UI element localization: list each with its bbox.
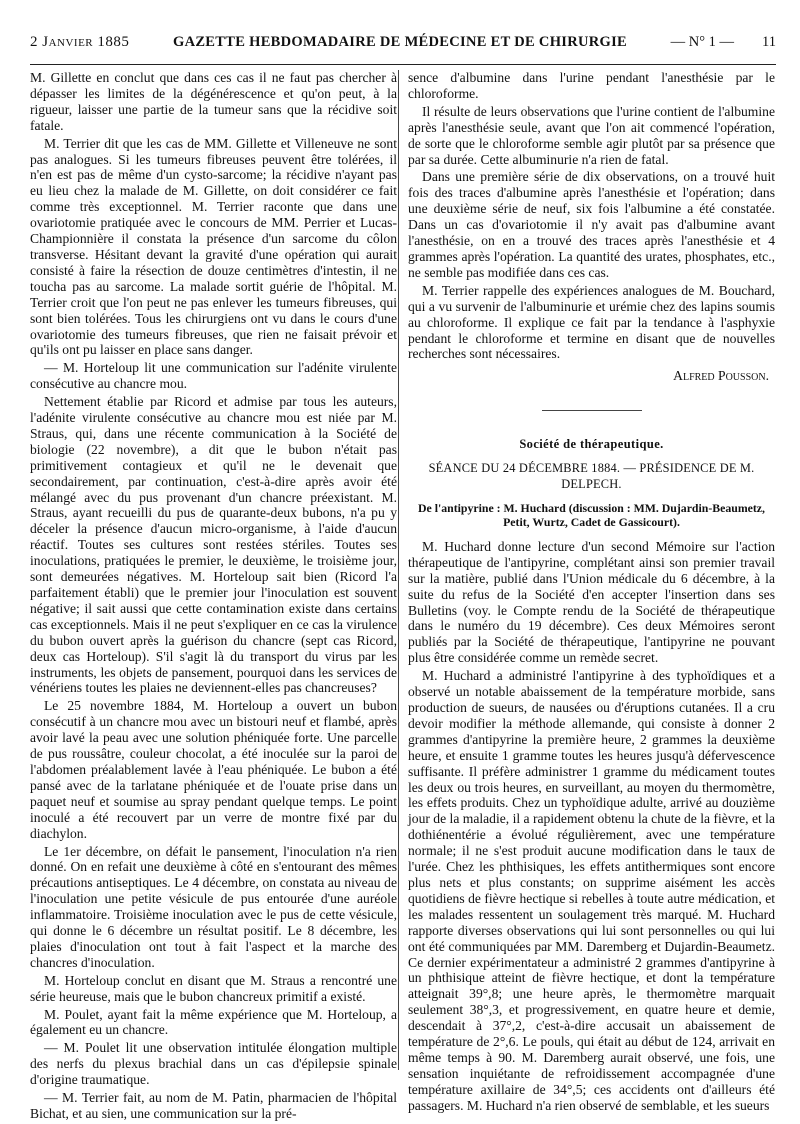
paragraph: M. Gillette en conclut que dans ces cas il ne faut pas chercher à dépasser les limites de la dégénérescence et qu'on peut, à la rigueur, laisser une partie de la tumeur sans que la récidive soit fatale. (30, 70, 397, 133)
journal-title: GAZETTE HEBDOMADAIRE DE MÉDECINE ET DE CHIRURGIE (172, 34, 628, 50)
paragraph: M. Huchard a administré l'antipyrine à des typhoïdiques et a observé un notable abaissement de la température morbide, sans production de sueurs, de nausées ou d'éruptions cutanées. Il a cru devoir modifier la méthode allemande, qui consiste à donner 2 grammes d'antipyrine la première heure, 2 grammes la deuxième heure, et ensuite 1 gramme toutes les heures jusqu'à défervescence suffisante. Il préfère administrer 1 gramme du médicament toutes les deux ou trois heures, en surveillant, au moyen du thermomètre, les effets produits. Chez un typhoïdique adulte, arrivé au douzième jour de la maladie, il a rapidement obtenu la chute de la fièvre, et la dothiénentérie a évolué régulièrement, avec une température normale; il ne s'est produit aucune modification dans le taux de l'urée. Chez les phthisiques, les effets antithermiques sont encore plus nets et plus constants; on supprime aisément les accès quotidiens de fièvre hectique si rebelles à toute autre médication, et les malades ressentent un soulagement très marqué. M. Huchard rapporte diverses observations qui lui sont personnelles ou qui lui ont été communiquées par MM. Daremberg et Dujardin-Beaumetz. Ce dernier expérimentateur a administré 2 grammes d'antipyrine à un phthisique atteint de fièvre hectique, et dont la température atteignait 39°,8; une heure après, le thermomètre marquait seulement 38°,3, et progressivement, en quatre heure et demie, descendait à 37°,2, c'est-à-dire accusait un abaissement de température de 2°,6. Le pouls, qui était au début de 124, arrivait en même temps à 90. M. Daremberg aurait observé, une fois, une sensation inquiétante de refroidissement accompagnée d'une température axillaire de 34°,5; ces accidents ont d'ailleurs été passagers. M. Huchard n'a rien observé de semblable, et les sueurs (408, 668, 775, 1113)
paragraph: Nettement établie par Ricord et admise par tous les auteurs, l'adénite virulente consécutive au chancre mou est niée par M. Straus, qui, dans une récente communication à la Société de biologie (22 novembre), a dit que le bubon n'était pas primitivement contagieux et qu'il ne le devenait que secondairement, par continuation, c'est-à-dire après avoir été mélangé avec du pus provenant d'un chancre préexistant. M. Straus, ayant recueilli du pus de quarante-deux bubons, n'a pu y déceler la présence d'aucun micro-organisme, à l'aide d'aucun réactif. Toutes ses cultures sont restées stériles. Toutes ses inoculations, pratiquées le premier, le deuxième, le troisième jour, sont demeurées négatives. M. Horteloup sait bien (Ricord l'a parfaitement établi) que le premier jour l'inoculation est souvent négative; il sait aussi que cette contamination existe dans certains cas exceptionnels. Mais il ne peut s'expliquer en ce cas la virulence du bubon ouvert après la guérison du chancre (sept cas Ricord, deux cas Horteloup). S'il s'agit là du transport du virus par les instruments, les objets de pansement, pourquoi dans les services de vénériens toutes les plaies ne deviennent-elles pas chancreuses? (30, 394, 397, 696)
paragraph: M. Huchard donne lecture d'un second Mémoire sur l'action thérapeutique de l'antipyrine, complétant ainsi son premier travail sur la matière, publié dans l'Union médicale du 6 décembre, à la suite du refus de la Société d'en accepter l'insertion dans ses Bulletins (voy. le Compte rendu de la Société de thérapeutique dans le numéro du 19 décembre). Ces deux Mémoires seront publiés par la Société de thérapeutique, l'antipyrine ne pouvant plus être considérée comme un remède secret. (408, 538, 775, 666)
paragraph: M. Poulet, ayant fait la même expérience que M. Horteloup, a également eu un chancre. (30, 1006, 397, 1038)
running-header (30, 34, 776, 65)
paragraph: Dans une première série de dix observations, on a trouvé huit fois des traces d'albumine après l'anesthésie et l'opération; dans une deuxième série de neuf, six fois l'albumine a été constatée. Dans un cas d'ovariotomie il n'y avait pas d'albumine avant l'anesthésie, on en a trouvé des traces après l'anesthésie et 4 grammes après l'opération. La quantité des urates, phosphates, etc., ne semble pas modifiée dans ces cas. (408, 169, 775, 280)
paragraph: Il résulte de leurs observations que l'urine contient de l'albumine après l'anesthésie seule, avant que l'on ait commencé l'opération, de sorte que le chloroforme semble agir plutôt par sa présence que par sa durée. Cette albuminurie n'a rien de fatal. (408, 103, 775, 167)
paragraph: M. Terrier rappelle des expériences analogues de M. Bouchard, qui a vu survenir de l'albuminurie et urémie chez des lapins soumis au chloroforme. Il explique ce fait par la tendance à l'asphyxie pendant le chloroforme et termine en disant que de nouvelles recherches sont nécessaires. (408, 282, 775, 362)
session-subject: De l'antipyrine : M. Huchard (discussion : MM. Dujardin-Beaumetz, Petit, Wurtz, Cadet de Gassicourt). (417, 500, 765, 529)
header-date: 2 Janvier 1885 (30, 34, 130, 50)
issue-number: — N° 1 — (670, 34, 735, 50)
page-number: 11 (762, 34, 776, 50)
right-column (408, 70, 775, 1116)
paragraph: — M. Horteloup lit une communication sur l'adénite virulente consécutive au chancre mou. (30, 360, 397, 392)
section-title: Société de thérapeutique. (519, 437, 664, 452)
header-right (671, 34, 776, 51)
section-rule (542, 410, 642, 411)
paragraph: Le 25 novembre 1884, M. Horteloup a ouvert un bubon consécutif à un chancre mou avec un bistouri neuf et flambé, après avoir lavé la peau avec une solution phéniquée forte. Une parcelle de pus roussâtre, couleur chocolat, a été inoculée sur la paroi de l'abdomen préalablement lavée à l'eau phéniquée. Le bubon a été pansé avec de la tarlatane phéniquée et de l'ouate prise dans un paquet neuf et soumise au spray pendant quelque temps. Le point inoculé a été recouvert par un verre de montre fixé par du diachylon. (30, 698, 397, 841)
paragraph: M. Horteloup conclut en disant que M. Straus a rencontré une série heureuse, mais que le bubon chancreux primitif a existé. (30, 972, 397, 1004)
paragraph: — M. Terrier fait, au nom de M. Patin, pharmacien de l'hôpital Bichat, et au sien, une communication sur la pré- (30, 1090, 397, 1121)
seance-line: SÉANCE DU 24 DÉCEMBRE 1884. — PRÉSIDENCE DE M. DELPECH. (428, 461, 755, 492)
left-column (30, 70, 397, 1124)
paragraph: Le 1er décembre, on défait le pansement, l'inoculation n'a rien donné. On en refait une deuxième à côté en s'entourant des mêmes précautions antiseptiques. Le 4 décembre, on constata au niveau de l'inoculation une petite vésicule de pus entourée d'une auréole inflammatoire. Troisième inoculation avec le pus de cette vésicule, qui donne le 6 décembre un résultat positif. Le 8 décembre, les plaies d'inoculation ont tout à fait l'aspect et la marche des chancres d'inoculation. (30, 843, 397, 970)
column-divider (398, 70, 399, 1070)
paragraph: sence d'albumine dans l'urine pendant l'anesthésie par le chloroforme. (408, 70, 775, 101)
author-signature: Alfred Pousson. (673, 368, 769, 384)
paragraph: M. Terrier dit que les cas de MM. Gillette et Villeneuve ne sont pas analogues. Si les tumeurs fibreuses peuvent être tolérées, il n'en est pas de même d'un cysto-sarcome; la récidive n'ayant pas eu lieu chez la malade de M. Gillette, on doit considérer ce fait comme très exceptionnel. M. Terrier raconte que dans une ovariotomie pratiquée avec le concours de MM. Perrier et Lucas-Championnière il constata la présence d'un sarcome du côlon transverse. Hésitant devant la gravité d'une opération qui aurait consisté à faire la résection de douze centimètres d'intestin, il ne toucha pas au sarcome. La malade sortit guérie de l'hôpital. M. Terrier croit que l'on peut ne pas enlever les tumeurs fibreuses, qui sont bien tolérées. Tous les chirurgiens ont vu dans le cours d'une ovariotomie des tumeurs fibreuses, que rien ne faisait prévoir et qu'ils ont pu laisser en place sans danger. (30, 135, 397, 358)
paragraph: — M. Poulet lit une observation intitulée élongation multiple des nerfs du plexus brachial dans un cas d'épilepsie spinale d'origine traumatique. (30, 1040, 397, 1088)
